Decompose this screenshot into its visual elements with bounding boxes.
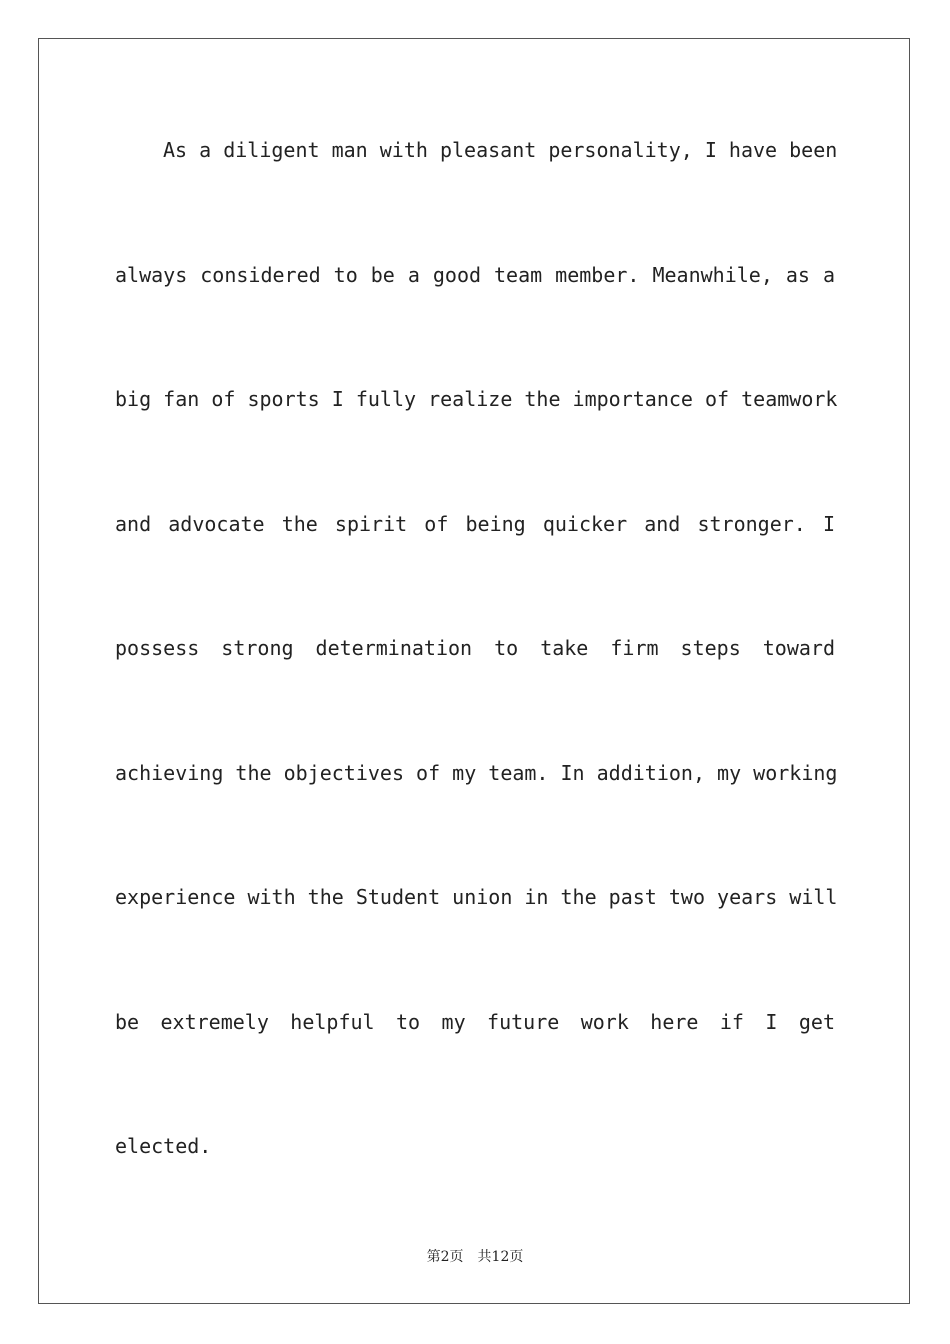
text-line: experience with the Student union in the past two years will: [115, 885, 838, 909]
document-body: [115, 124, 838, 1245]
text-line: As a diligent man with pleasant personality, I have been: [163, 138, 838, 162]
text-line: big fan of sports I fully realize the importance of teamwork: [115, 387, 838, 411]
text-line: and advocate the spirit of being quicker and stronger. I: [115, 511, 835, 536]
page-number-footer: 第2页 共12页: [426, 1249, 524, 1265]
text-line: elected.: [115, 1134, 212, 1158]
text-line: be extremely helpful to my future work here if I get: [115, 1009, 835, 1034]
text-line: achieving the objectives of my team. In addition, my working: [115, 760, 838, 785]
text-line: always considered to be a good team member. Meanwhile, as a: [115, 262, 835, 287]
text-line: possess strong determination to take firm steps toward: [115, 636, 835, 660]
